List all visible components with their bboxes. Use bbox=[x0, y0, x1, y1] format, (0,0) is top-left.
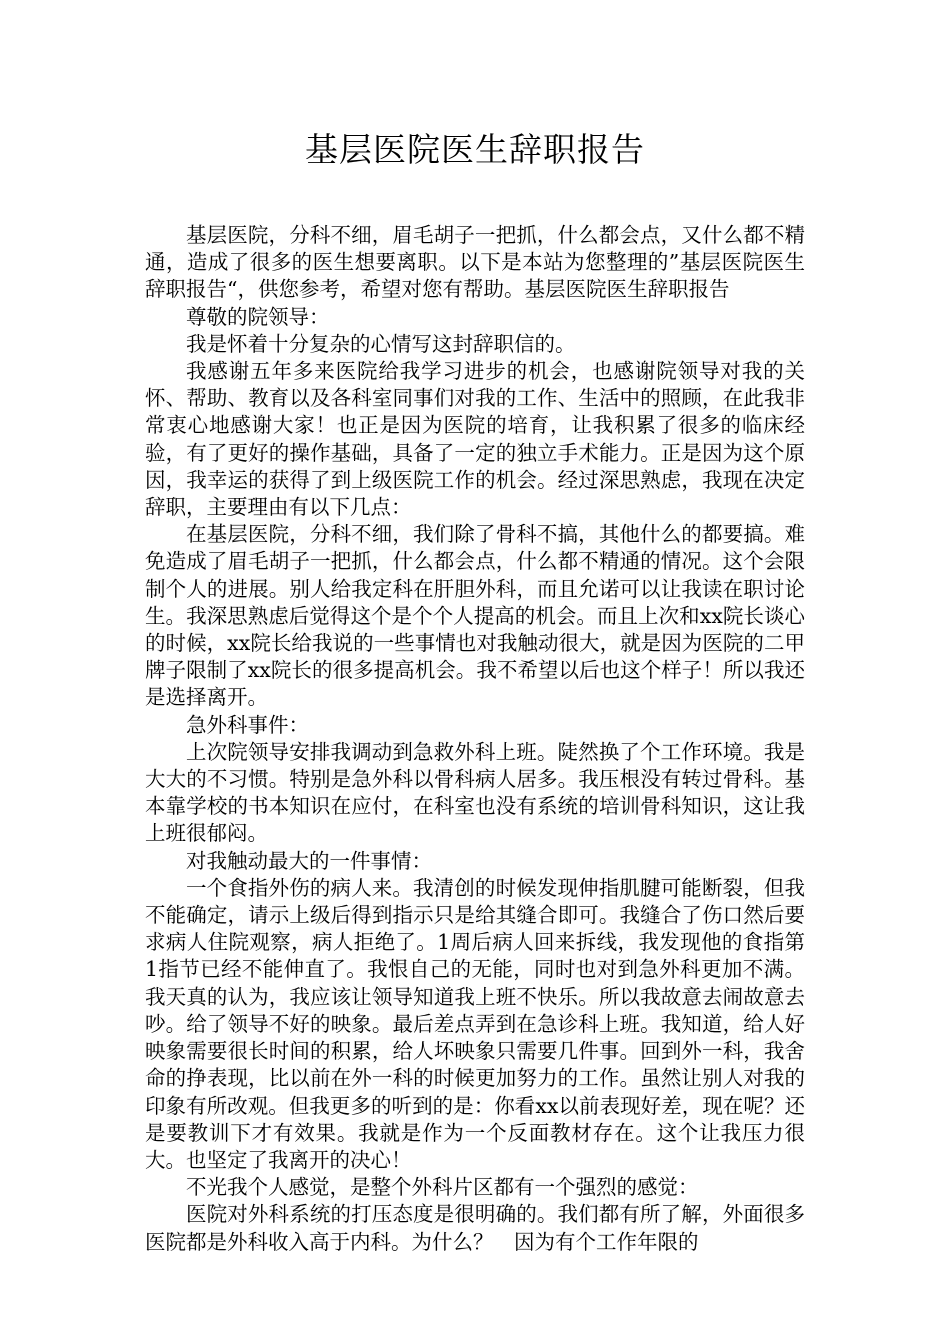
paragraph-intro: 基层医院，分科不细，眉毛胡子一把抓，什么都会点，又什么都不精通，造成了很多的医生想要离职。以下是本站为您整理的”基层医院医生辞职报告“，供您参考，希望对您有帮助。基层医院医生辞职报告 bbox=[145, 223, 805, 302]
paragraph-heading-incident: 对我触动最大的一件事情： bbox=[186, 848, 432, 873]
document-body bbox=[145, 222, 805, 1256]
paragraph-feeling: 不光我个人感觉，是整个外科片区都有一个强烈的感觉： bbox=[186, 1175, 699, 1200]
paragraph-salutation: 尊敬的院领导： bbox=[186, 304, 330, 329]
paragraph-gratitude: 我感谢五年多来医院给我学习进步的机会，也感谢院领导对我的关怀、帮助、教育以及各科室同事们对我的工作、生活中的照顾，在此我非常衷心地感谢大家！也正是因为医院的培育，让我积累了很多的临床经验，有了更好的操作基础，具备了一定的独立手术能力。正是因为这个原因，我幸运的获得了到上级医院工作的机会。经过深思熟虑，我现在决定辞职，主要理由有以下几点： bbox=[145, 359, 805, 520]
paragraph-emergency: 上次院领导安排我调动到急救外科上班。陡然换了个工作环境。我是大大的不习惯。特别是急外科以骨科病人居多。我压根没有转过骨科。基本靠学校的书本知识在应付，在科室也没有系统的培训骨科知识，这让我上班很郁闷。 bbox=[145, 739, 805, 846]
paragraph-incident: 一个食指外伤的病人来。我清创的时候发现伸指肌腱可能断裂，但我不能确定，请示上级后得到指示只是给其缝合即可。我缝合了伤口然后要求病人住院观察，病人拒绝了。1周后病人回来拆线，我发现他的食指第1指节已经不能伸直了。我恨自己的无能，同时也对到急外科更加不满。我天真的认为，我应该让领导知道我上班不快乐。所以我故意去闹故意去吵。给了领导不好的映象。最后差点弄到在急诊科上班。我知道，给人好映象需要很长时间的积累，给人坏映象只需要几件事。回到外一科，我舍命的挣表现，比以前在外一科的时候更加努力的工作。虽然让别人对我的印象有所改观。但我更多的听到的是：你看xx以前表现好差，现在呢？还是要教训下才有效果。我就是作为一个反面教材存在。这个让我压力很大。也坚定了我离开的决心！ bbox=[145, 875, 805, 1172]
paragraph-attitude: 医院对外科系统的打压态度是很明确的。我们都有所了解，外面很多医院都是外科收入高于内科。为什么？ 因为有个工作年限的 bbox=[145, 1202, 805, 1254]
document-title: 基层医院医生辞职报告 bbox=[305, 130, 645, 169]
paragraph-heading-emergency: 急外科事件： bbox=[186, 712, 309, 737]
paragraph-opening: 我是怀着十分复杂的心情写这封辞职信的。 bbox=[186, 331, 576, 356]
paragraph-reason-one: 在基层医院，分科不细，我们除了骨科不搞，其他什么的都要搞。难免造成了眉毛胡子一把抓，什么都会点，什么都不精通的情况。这个会限制个人的进展。别人给我定科在肝胆外科，而且允诺可以让我读在职讨论生。我深思熟虑后觉得这个是个个人提高的机会。而且上次和xx院长谈心的时候，xx院长给我说的一些事情也对我触动很大，就是因为医院的二甲牌子限制了xx院长的很多提高机会。我不希望以后也这个样子！所以我还是选择离开。 bbox=[145, 522, 805, 710]
